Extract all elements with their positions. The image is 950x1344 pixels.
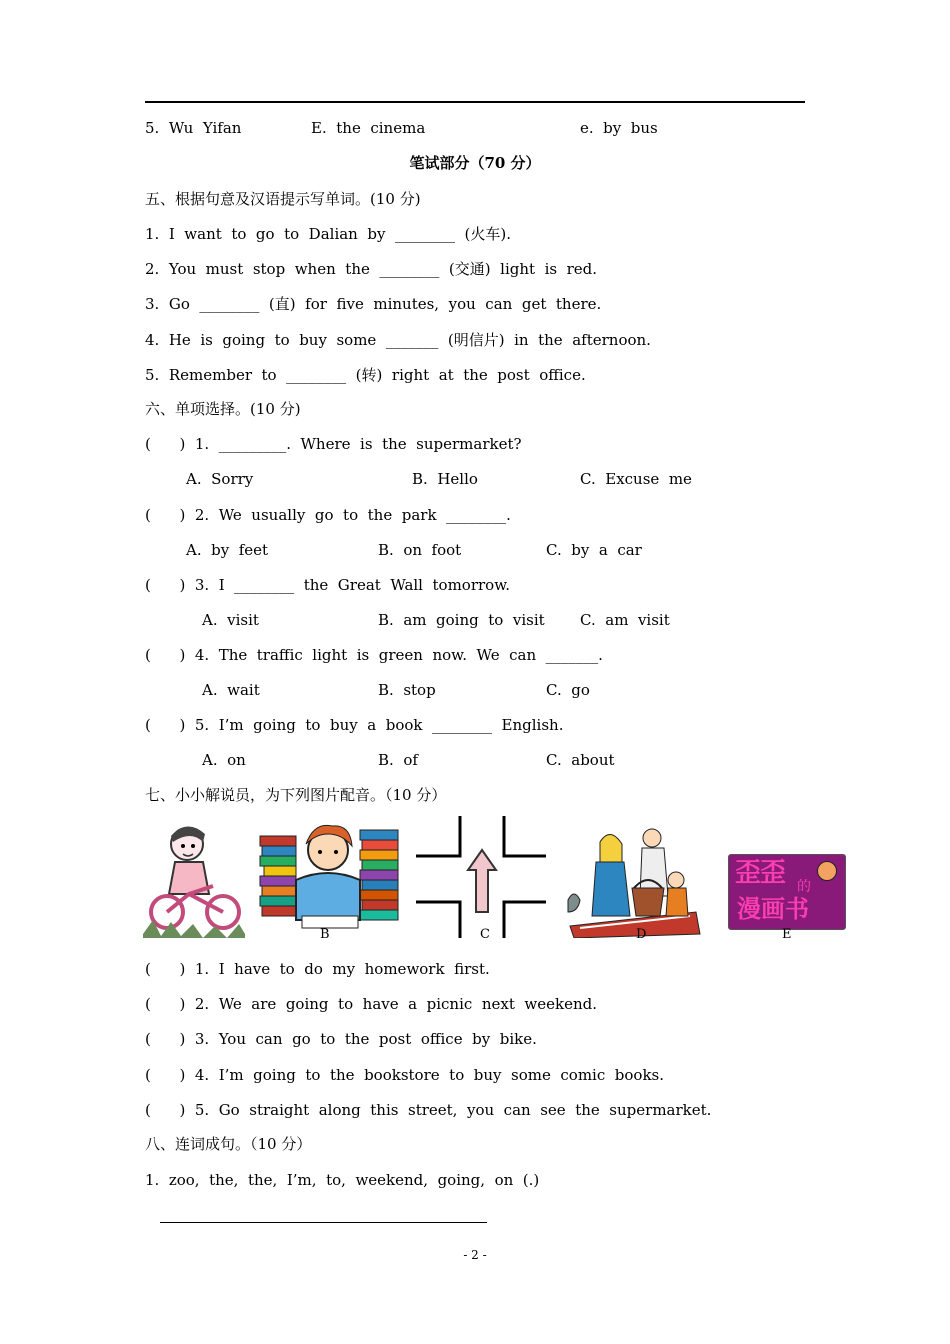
section7-item: ( ) 4. I’m going to the bookstore to buy some comic books. — [145, 1066, 665, 1084]
option-b: B. of — [378, 751, 418, 769]
option-c: C. about — [546, 751, 615, 769]
option-b: B. stop — [378, 681, 436, 699]
picture-label: B — [320, 927, 330, 942]
option-b: B. am going to visit — [378, 611, 545, 629]
option-c: C. go — [546, 681, 590, 699]
option-c: C. Excuse me — [580, 470, 692, 488]
section6-title: 六、单项选择。(10 分) — [145, 400, 301, 418]
picture-label: E — [782, 927, 792, 942]
comic-title-line3: 漫画书 — [737, 895, 809, 923]
answer-blank-line — [160, 1222, 487, 1223]
comic-book-cover — [728, 854, 846, 930]
question-stem: ( ) 5. I’m going to buy a book ________ English. — [145, 716, 564, 734]
picture-label: C — [480, 927, 490, 942]
page-number: - 2 - — [463, 1248, 487, 1262]
top-row-place: E. the cinema — [311, 119, 426, 137]
section8-item: 1. zoo, the, the, I’m, to, weekend, going, on (.) — [145, 1171, 540, 1189]
question-stem: ( ) 1. _________. Where is the supermarket? — [145, 435, 522, 453]
section7-item: ( ) 5. Go straight along this street, you can see the supermarket. — [145, 1101, 712, 1119]
top-rule — [145, 101, 805, 103]
section8-title: 八、连词成句。（10 分） — [145, 1135, 312, 1153]
section7-item: ( ) 2. We are going to have a picnic next weekend. — [145, 995, 597, 1013]
option-c: C. by a car — [546, 541, 642, 559]
question-stem: ( ) 2. We usually go to the park ________. — [145, 506, 511, 524]
question-stem: ( ) 3. I ________ the Great Wall tomorrow. — [145, 576, 511, 594]
section5-item: 2. You must stop when the ________ (交通) light is red. — [145, 260, 598, 278]
option-a: A. by feet — [186, 541, 269, 559]
picture-girl-on-bike — [143, 816, 245, 938]
picture-label: D — [636, 927, 647, 942]
section7-item: ( ) 1. I have to do my homework first. — [145, 960, 490, 978]
comic-character-icon — [817, 861, 837, 881]
top-row-transport: e. by bus — [580, 119, 658, 137]
section7-item: ( ) 3. You can go to the post office by bike. — [145, 1030, 537, 1048]
section5-item: 4. He is going to buy some _______ (明信片) in the afternoon. — [145, 331, 651, 349]
section5-item: 3. Go ________ (直) for five minutes, you can get there. — [145, 295, 602, 313]
section7-title: 七、小小解说员，为下列图片配音。（10 分） — [145, 786, 447, 804]
picture-comic-book — [728, 816, 846, 942]
option-b: B. Hello — [412, 470, 478, 488]
question-stem: ( ) 4. The traffic light is green now. We can _______. — [145, 646, 603, 664]
section5-item: 1. I want to go to Dalian by ________ (火车). — [145, 225, 511, 243]
picture-boy-with-books — [256, 816, 402, 942]
top-row-name: 5. Wu Yifan — [145, 119, 242, 137]
option-c: C. am visit — [580, 611, 670, 629]
comic-title-line1: 歪歪 — [735, 858, 786, 888]
picture-picnic — [560, 816, 706, 942]
option-a: A. on — [202, 751, 246, 769]
option-a: A. Sorry — [186, 470, 254, 488]
section5-title: 五、根据句意及汉语提示写单词。(10 分) — [145, 190, 421, 208]
written-part-title: 笔试部分（70 分） — [409, 154, 541, 172]
section5-item: 5. Remember to ________ (转) right at the post office. — [145, 366, 586, 384]
option-a: A. wait — [202, 681, 260, 699]
comic-title-line2: 的 — [797, 879, 811, 895]
picture-straight-arrow — [416, 816, 546, 942]
option-b: B. on foot — [378, 541, 462, 559]
option-a: A. visit — [202, 611, 259, 629]
